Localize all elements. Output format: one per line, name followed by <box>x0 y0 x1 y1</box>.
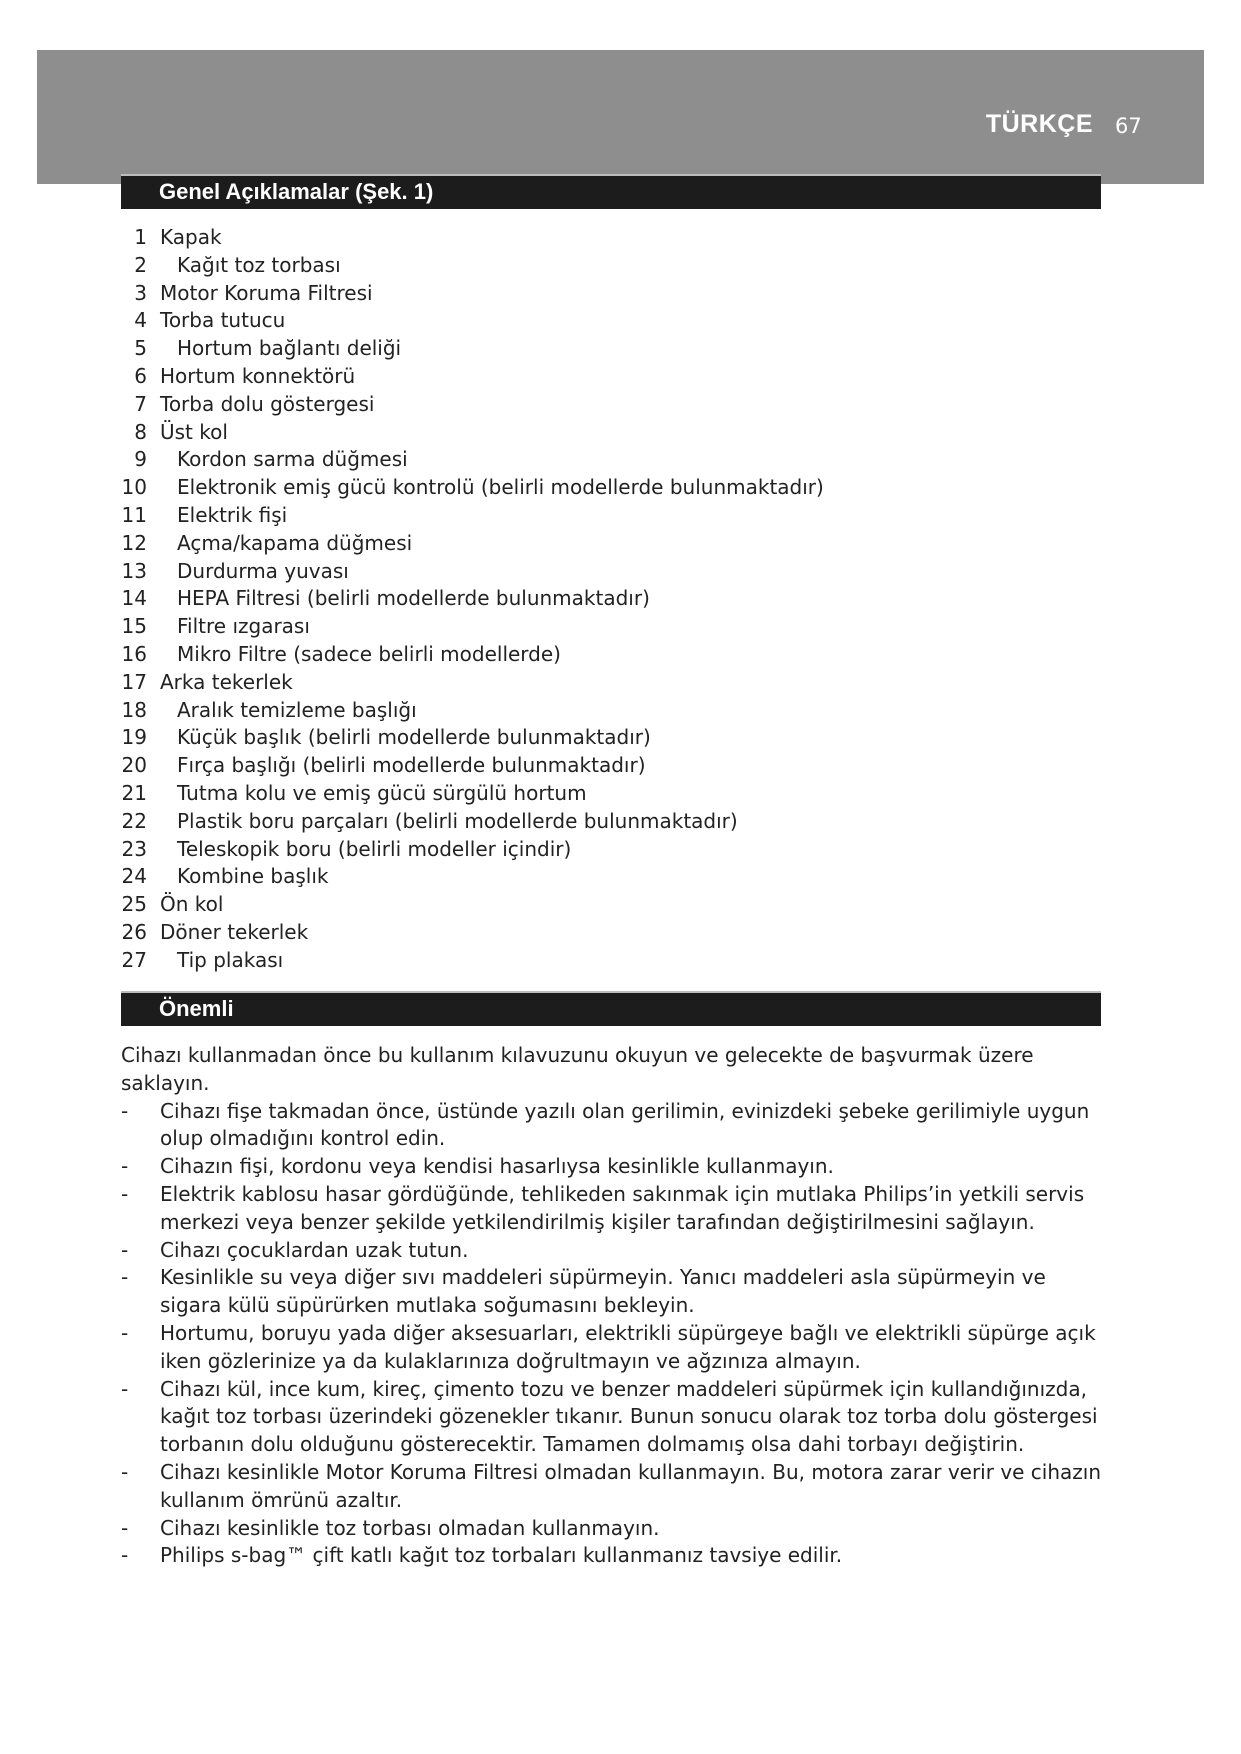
part-item <box>112 446 408 474</box>
part-item <box>112 613 310 641</box>
part-number: 7 <box>134 391 147 416</box>
part-label: Aralık temizleme başlığı <box>177 697 417 722</box>
part-item <box>112 280 373 308</box>
part-number: 3 <box>134 280 147 305</box>
warning-text: Hortumu, boruyu yada diğer aksesuarları, elektrikli süpürgeye bağlı ve elektrikli süpürge açık iken gözlerinize ya da kulaklarınıza doğrultmayın ve ağzınıza almayın. <box>160 1320 1096 1373</box>
part-number: 9 <box>134 447 147 472</box>
part-number: 10 <box>121 475 147 500</box>
warning-text: Kesinlikle su veya diğer sıvı maddeleri süpürmeyin. Yanıcı maddeleri asla süpürmeyin ve sigara külü süpürürken mutlaka soğumasını bekleyin. <box>160 1265 1046 1318</box>
warning-text: Philips s-bag™ çift katlı kağıt toz torbaları kullanmanız tavsiye edilir. <box>160 1543 843 1568</box>
part-number: 15 <box>121 614 147 639</box>
part-number: 24 <box>121 864 147 889</box>
warning-item <box>121 1153 1111 1181</box>
part-number: 12 <box>121 530 147 555</box>
part-item <box>112 558 349 586</box>
part-label: Açma/kapama düğmesi <box>177 530 413 555</box>
warning-text: Cihazı fişe takmadan önce, üstünde yazılı olan gerilimin, evinizdeki şebeke gerilimiyle uygun olup olmadığını kontrol edin. <box>160 1098 1090 1151</box>
part-number: 20 <box>121 753 147 778</box>
bullet-dash: - <box>121 1459 129 1484</box>
warning-item <box>121 1515 1111 1543</box>
page-number: 67 <box>1115 114 1142 138</box>
warning-text: Cihazın fişi, kordonu veya kendisi hasarlıysa kesinlikle kullanmayın. <box>160 1154 834 1179</box>
warning-text: Cihazı kül, ince kum, kireç, çimento tozu ve benzer maddeleri süpürmek için kullandığınızda, kağıt toz torbası üzerindeki gözenekler tıkanır. Bunun sonucu olarak toz torba dolu göstergesi torbanın dolu olduğunu gösterecektir. Tamamen dolmamış olsa dahi torbayı değiştirin. <box>160 1376 1098 1457</box>
part-label: Mikro Filtre (sadece belirli modellerde) <box>177 641 561 666</box>
part-number: 22 <box>121 808 147 833</box>
important-section <box>121 1042 1111 1570</box>
part-item <box>112 419 228 447</box>
part-number: 27 <box>121 947 147 972</box>
bullet-dash: - <box>121 1543 129 1568</box>
warning-text: Cihazı kesinlikle toz torbası olmadan kullanmayın. <box>160 1515 660 1540</box>
part-number: 13 <box>121 558 147 583</box>
warning-item <box>121 1376 1111 1459</box>
part-label: Arka tekerlek <box>160 669 293 694</box>
part-label: Üst kol <box>160 419 228 444</box>
part-number: 1 <box>134 225 147 249</box>
bullet-dash: - <box>121 1181 129 1206</box>
part-label: Kapak <box>160 225 222 249</box>
part-item <box>112 836 572 864</box>
bullet-dash: - <box>121 1515 129 1540</box>
warning-item <box>121 1320 1111 1376</box>
part-item <box>112 224 222 252</box>
warning-item <box>121 1264 1111 1320</box>
part-number: 5 <box>134 336 147 361</box>
part-item <box>112 307 286 335</box>
important-intro: Cihazı kullanmadan önce bu kullanım kılavuzunu okuyun ve gelecekte de başvurmak üzere saklayın. <box>121 1043 1034 1095</box>
warning-item <box>121 1542 1111 1570</box>
warning-list <box>121 1098 1111 1571</box>
part-number: 23 <box>121 836 147 861</box>
part-number: 26 <box>121 919 147 944</box>
bullet-dash: - <box>121 1098 129 1123</box>
warning-text: Elektrik kablosu hasar gördüğünde, tehlikeden sakınmak için mutlaka Philips’in yetkili servis merkezi veya benzer şekilde yetkilendirilmiş kişiler tarafından değiştirilmesini sağlayın. <box>160 1181 1085 1234</box>
part-number: 4 <box>134 308 147 333</box>
warning-item <box>121 1181 1111 1237</box>
part-item <box>112 891 224 919</box>
part-item <box>112 947 284 975</box>
warning-text: Cihazı kesinlikle Motor Koruma Filtresi olmadan kullanmayın. Bu, motora zarar verir ve cihazın kullanım ömrünü azaltır. <box>160 1459 1102 1512</box>
header-language: TÜRKÇE <box>985 110 1093 138</box>
part-label: Teleskopik boru (belirli modeller içindir) <box>177 836 572 861</box>
warning-text: Cihazı çocuklardan uzak tutun. <box>160 1237 469 1262</box>
part-label: Elektrik fişi <box>177 502 288 527</box>
part-item <box>112 530 413 558</box>
section-bar-general <box>121 174 1101 209</box>
part-item <box>112 502 288 530</box>
part-number: 18 <box>121 697 147 722</box>
part-number: 19 <box>121 725 147 750</box>
part-number: 11 <box>121 502 147 527</box>
part-label: Hortum bağlantı deliği <box>177 336 402 361</box>
part-item <box>112 474 824 502</box>
part-label: Durdurma yuvası <box>177 558 349 583</box>
part-label: Elektronik emiş gücü kontrolü (belirli modellerde bulunmaktadır) <box>177 475 824 500</box>
part-label: Kağıt toz torbası <box>177 252 341 277</box>
part-item <box>112 780 587 808</box>
part-label: Tip plakası <box>177 947 284 972</box>
part-number: 14 <box>121 586 147 611</box>
part-number: 17 <box>121 669 147 694</box>
part-item <box>112 919 309 947</box>
warning-item <box>121 1237 1111 1265</box>
part-item <box>112 669 293 697</box>
part-item <box>112 863 329 891</box>
part-number: 8 <box>134 419 147 444</box>
parts-list <box>112 224 824 975</box>
part-number: 16 <box>121 641 147 666</box>
part-item <box>112 808 738 836</box>
part-label: Döner tekerlek <box>160 919 309 944</box>
part-label: Tutma kolu ve emiş gücü sürgülü hortum <box>177 780 587 805</box>
bullet-dash: - <box>121 1154 129 1179</box>
part-item <box>112 391 375 419</box>
part-label: Plastik boru parçaları (belirli modellerde bulunmaktadır) <box>177 808 738 833</box>
part-item <box>112 641 561 669</box>
warning-item <box>121 1459 1111 1515</box>
part-item <box>112 724 651 752</box>
part-item <box>112 697 417 725</box>
part-item <box>112 252 341 280</box>
part-number: 6 <box>134 363 147 388</box>
part-number: 21 <box>121 780 147 805</box>
bullet-dash: - <box>121 1265 129 1290</box>
part-label: Ön kol <box>160 892 224 917</box>
part-item <box>112 335 402 363</box>
part-label: Küçük başlık (belirli modellerde bulunmaktadır) <box>177 725 651 750</box>
part-label: Fırça başlığı (belirli modellerde bulunmaktadır) <box>177 753 646 778</box>
section-title-important: Önemli <box>159 996 234 1021</box>
section-title-general: Genel Açıklamalar (Şek. 1) <box>159 179 434 204</box>
part-label: Torba dolu göstergesi <box>160 391 375 416</box>
part-label: HEPA Filtresi (belirli modellerde bulunmaktadır) <box>177 586 650 611</box>
part-item <box>112 752 646 780</box>
part-item <box>112 363 356 391</box>
part-label: Hortum konnektörü <box>160 363 356 388</box>
bullet-dash: - <box>121 1320 129 1345</box>
bullet-dash: - <box>121 1237 129 1262</box>
part-label: Filtre ızgarası <box>177 614 310 639</box>
part-label: Motor Koruma Filtresi <box>160 280 373 305</box>
part-item <box>112 585 650 613</box>
bullet-dash: - <box>121 1376 129 1401</box>
part-label: Kordon sarma düğmesi <box>177 447 408 472</box>
part-number: 25 <box>121 892 147 917</box>
part-label: Kombine başlık <box>177 864 329 889</box>
section-bar-important <box>121 991 1101 1026</box>
part-label: Torba tutucu <box>160 308 286 333</box>
warning-item <box>121 1098 1111 1154</box>
part-number: 2 <box>134 252 147 277</box>
